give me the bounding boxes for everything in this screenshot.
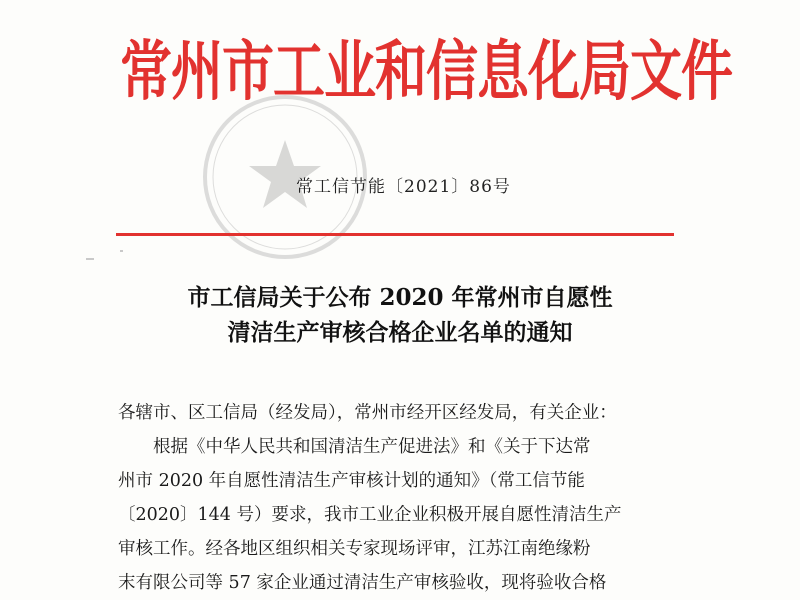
body-line: 〔2020〕144 号）要求，我市工业企业积极开展自愿性清洁生产 xyxy=(118,505,622,525)
document-number: 常工信节能〔2021〕86号 xyxy=(296,177,511,197)
notice-title-line-2: 清洁生产审核合格企业名单的通知 xyxy=(227,319,573,346)
body-line: 末有限公司等 57 家企业通过清洁生产审核验收，现将验收合格 xyxy=(118,573,607,593)
scan-mark xyxy=(86,258,94,260)
red-divider-rule xyxy=(116,233,674,236)
body-line: 各辖市、区工信局（经发局），常州市经开区经发局，有关企业： xyxy=(118,403,617,423)
notice-title xyxy=(120,280,680,350)
body-line: 州市 2020 年自愿性清洁生产审核计划的通知》（常工信节能 xyxy=(118,471,585,491)
scan-mark xyxy=(120,250,123,252)
document-header-title: 常州市工业和信息化局文件 xyxy=(120,34,733,110)
notice-body xyxy=(118,396,688,600)
body-line: 根据《中华人民共和国清洁生产促进法》和《关于下达常 xyxy=(153,437,591,457)
notice-title-line-1: 市工信局关于公布 2020 年常州市自愿性 xyxy=(187,284,613,311)
body-line: 审核工作。经各地区组织相关专家现场评审，江苏江南绝缘粉 xyxy=(118,539,591,559)
